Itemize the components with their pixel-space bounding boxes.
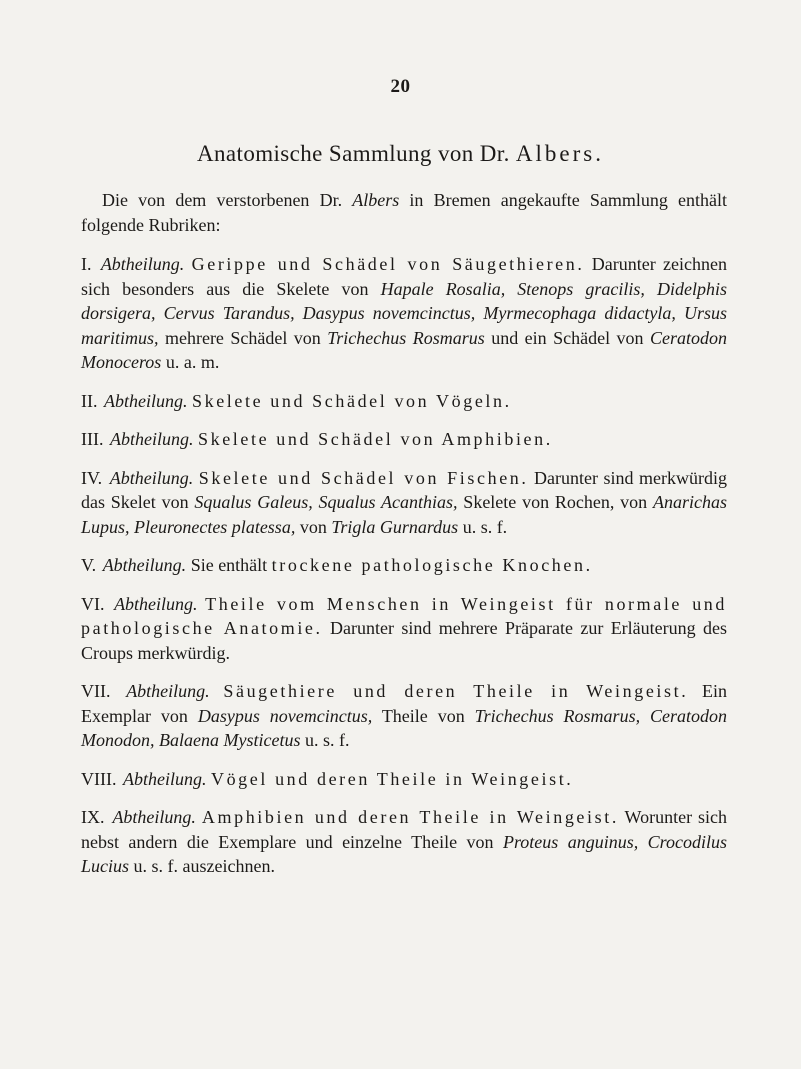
section-4-species-2: Anarichas Lupus, Pleuronectes platessa, bbox=[81, 492, 727, 537]
section-3 bbox=[81, 427, 727, 452]
page-title-author: Albers. bbox=[515, 141, 604, 166]
section-4-label: Abtheilung. bbox=[109, 467, 194, 488]
section-4 bbox=[81, 466, 727, 540]
section-6 bbox=[81, 592, 727, 666]
section-9-species-1: Proteus anguinus, Crocodilus Lucius bbox=[81, 831, 727, 876]
section-1-species-3: Ceratodon Monoceros bbox=[81, 327, 727, 372]
section-9-text-1: Worunter sich nebst andern die Exemplare und einzelne Theile von bbox=[81, 807, 728, 852]
section-4-text-3: von bbox=[295, 516, 332, 537]
section-9-title: Amphibien und deren Theile in Weingeist. bbox=[201, 807, 619, 827]
section-9-number: IX. bbox=[81, 807, 111, 827]
section-2-label: Abtheilung. bbox=[104, 390, 188, 411]
section-5-text-1: Sie enthält bbox=[186, 555, 272, 575]
section-7-text-2: Theile von bbox=[372, 705, 475, 726]
section-9-label: Abtheilung. bbox=[112, 807, 196, 827]
section-6-label: Abtheilung. bbox=[114, 593, 198, 614]
section-7-text-3: u. s. f. bbox=[300, 730, 350, 750]
section-1-text-2: mehrere Schädel von bbox=[158, 327, 328, 348]
section-1-title: Gerippe und Schädel von Säugethieren. bbox=[191, 254, 585, 274]
section-1-text-4: u. a. m. bbox=[161, 352, 220, 372]
section-5-label: Abtheilung. bbox=[102, 555, 187, 575]
section-7-number: VII. bbox=[81, 681, 125, 701]
section-1-text-1: Darunter zeichnen sich besonders aus die Skelete von bbox=[81, 254, 728, 299]
section-2-title: Skelete und Schädel von Vögeln. bbox=[192, 390, 512, 411]
section-3-title: Skelete und Schädel von Amphibien. bbox=[197, 429, 553, 449]
section-4-number: IV. bbox=[81, 467, 108, 488]
section-1-text-3: und ein Schädel von bbox=[484, 327, 650, 348]
section-6-text-1: Darunter sind mehrere Präparate zur Erläuterung des Croups merkwürdig. bbox=[81, 618, 728, 663]
section-8-title: Vögel und deren Theile in Weingeist. bbox=[210, 768, 574, 789]
section-5 bbox=[81, 553, 727, 578]
section-6-number: VI. bbox=[81, 593, 113, 614]
section-6-title: Theile vom Menschen in Weingeist für normale und pathologische Anatomie. bbox=[81, 593, 727, 638]
section-1-species-1: Hapale Rosalia, Stenops gracilis, Didelphis dorsigera, Cervus Tarandus, Dasypus novemcinctus, Myrmecophaga didactyla, Ursus maritimus, bbox=[81, 278, 728, 348]
section-7-species-2: Trichechus Rosmarus, Ceratodon Monodon, Balaena Mysticetus bbox=[81, 705, 727, 750]
section-4-species-1: Squalus Galeus, Squalus Acanthias, bbox=[194, 492, 458, 512]
section-3-label: Abtheilung. bbox=[109, 429, 194, 449]
section-7-species-1: Dasypus novemcinctus, bbox=[197, 705, 373, 726]
intro-text-1: Die von dem verstorbenen Dr. bbox=[102, 190, 353, 210]
section-9-text-2: u. s. f. auszeichnen. bbox=[129, 856, 275, 876]
section-8-number: VIII. bbox=[81, 768, 121, 789]
intro-paragraph bbox=[81, 188, 727, 237]
section-4-species-3: Trigla Gurnardus bbox=[331, 516, 459, 537]
section-8-label: Abtheilung. bbox=[122, 768, 207, 789]
page-title bbox=[0, 141, 801, 167]
section-4-title: Skelete und Schädel von Fischen. bbox=[198, 467, 529, 488]
section-7-title: Säugethiere und deren Theile in Weingeist. bbox=[223, 681, 689, 701]
section-7-text-1: Ein Exemplar von bbox=[81, 681, 727, 726]
section-1 bbox=[81, 252, 727, 375]
section-7-label: Abtheilung. bbox=[126, 681, 210, 701]
section-4-text-2: Skelete von Rochen, von bbox=[457, 492, 653, 512]
section-1-label: Abtheilung. bbox=[100, 254, 185, 274]
page-number: 20 bbox=[390, 76, 411, 97]
document-body bbox=[81, 188, 727, 893]
page-title-main: Anatomische Sammlung von Dr. bbox=[197, 141, 516, 166]
section-7 bbox=[81, 679, 727, 753]
section-8 bbox=[81, 767, 727, 792]
section-9 bbox=[81, 805, 727, 879]
intro-name: Albers bbox=[352, 190, 400, 210]
section-4-text-1: Darunter sind merkwürdig das Skelet von bbox=[81, 467, 728, 512]
section-1-species-2: Trichechus Rosmarus bbox=[327, 327, 485, 348]
section-3-number: III. bbox=[81, 429, 108, 449]
section-1-number: I. bbox=[81, 254, 99, 274]
section-4-text-4: u. s. f. bbox=[458, 516, 508, 537]
intro-text-2: in Bremen angekaufte Sammlung enthält folgende Rubriken: bbox=[81, 190, 727, 235]
section-2-number: II. bbox=[81, 390, 102, 411]
section-5-title: trockene pathologische Knochen. bbox=[271, 555, 593, 575]
section-2 bbox=[81, 389, 727, 414]
section-5-number: V. bbox=[81, 555, 101, 575]
